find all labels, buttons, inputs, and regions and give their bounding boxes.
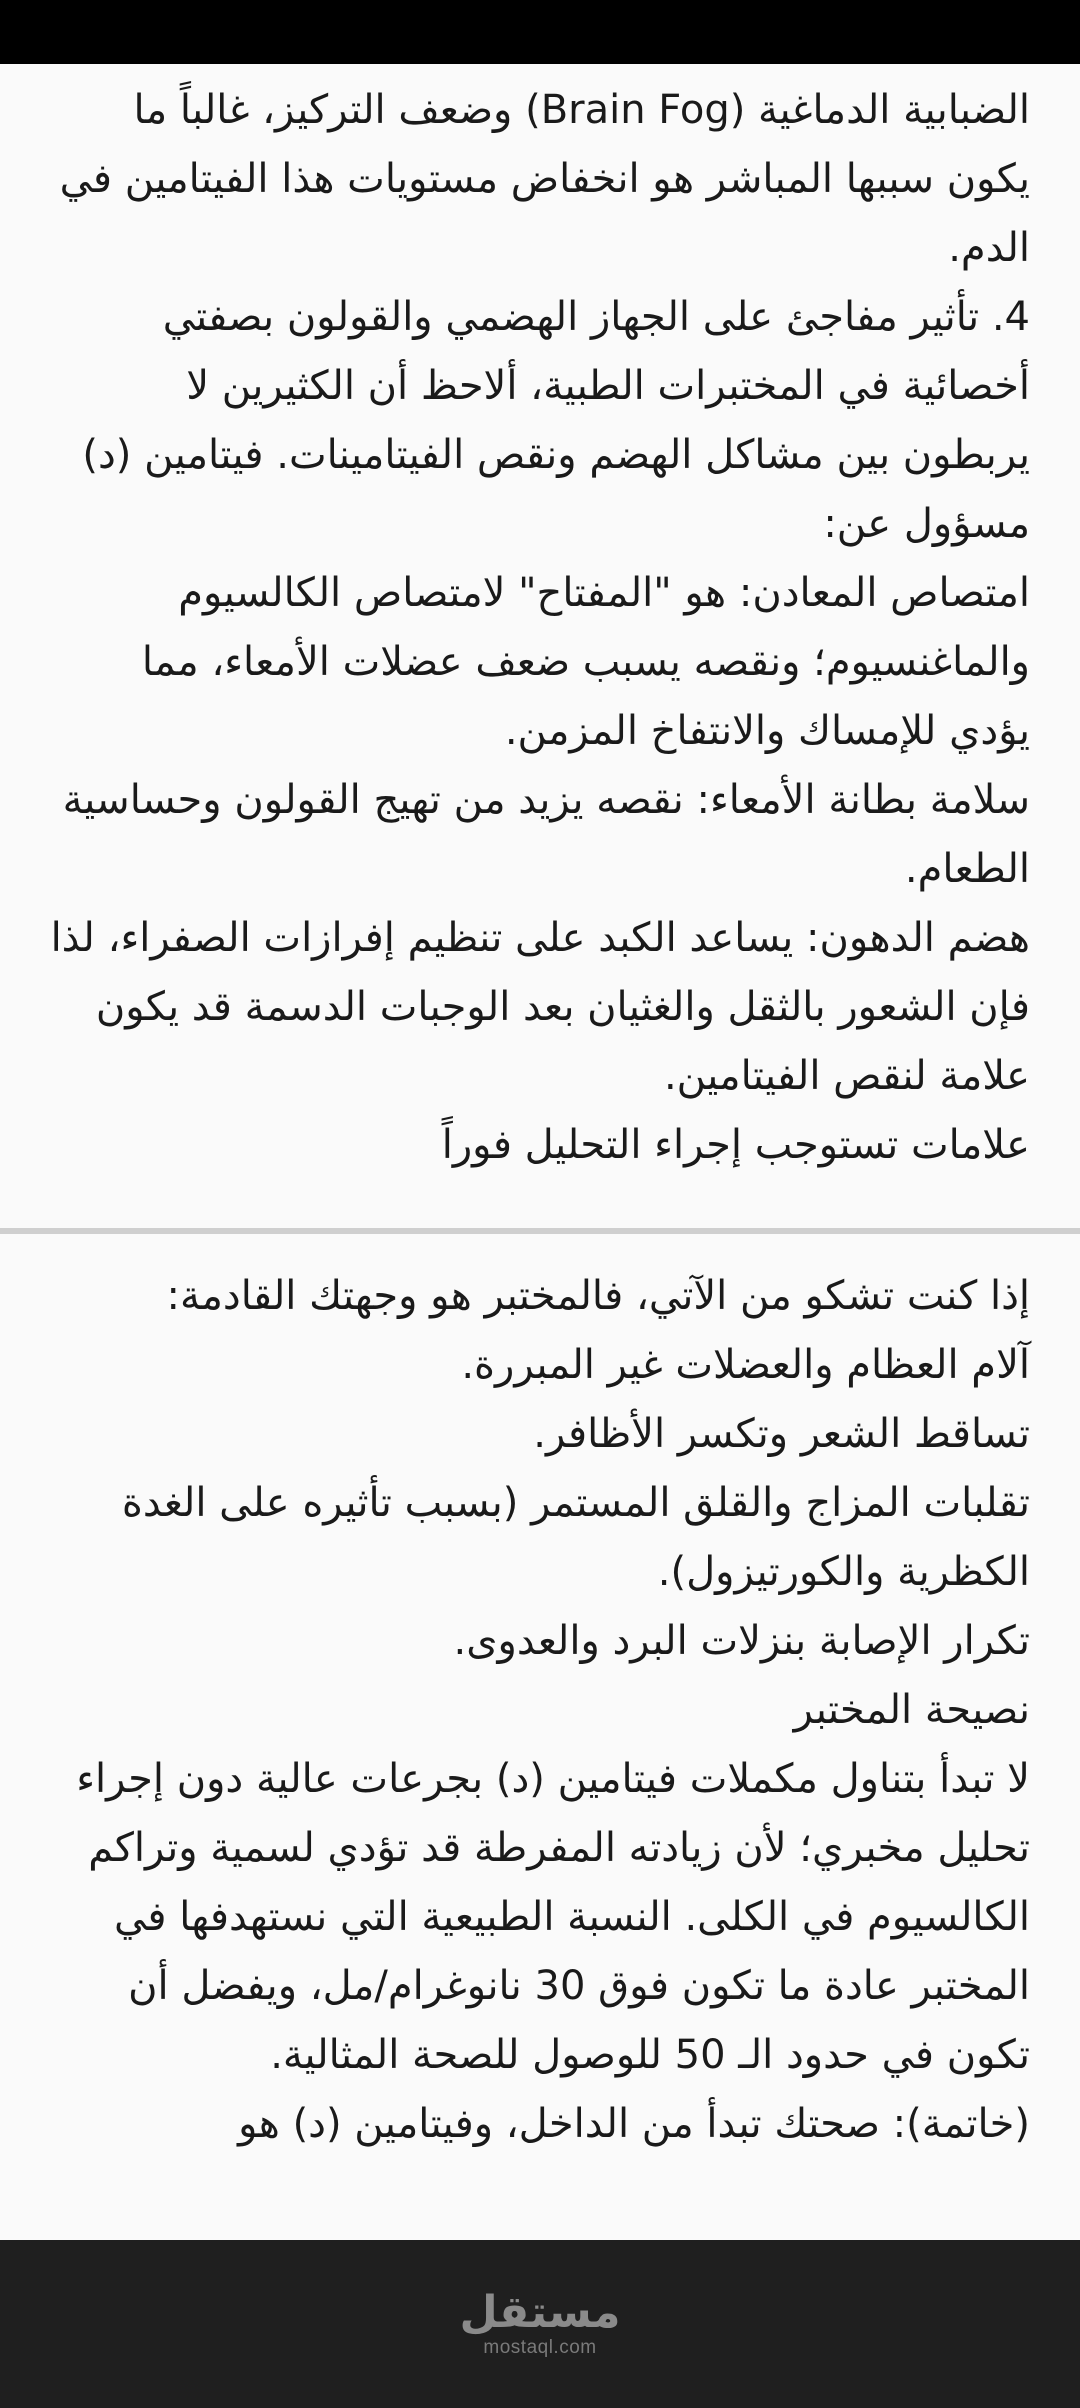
section-heading: علامات تستوجب إجراء التحليل فوراً xyxy=(441,1122,1030,1168)
article-text xyxy=(50,1262,1030,2159)
article-page-bottom xyxy=(0,1234,1080,2240)
list-item: تقلبات المزاج والقلق المستمر (بسبب تأثيره على الغدة الكظرية والكورتيزول). xyxy=(121,1480,1030,1595)
paragraph: هضم الدهون: يساعد الكبد على تنظيم إفرازات الصفراء، لذا فإن الشعور بالثقل والغثيان بعد الوجبات الدسمة قد يكون علامة لنقص الفيتامين. xyxy=(50,915,1030,1099)
paragraph: لا تبدأ بتناول مكملات فيتامين (د) بجرعات عالية دون إجراء تحليل مخبري؛ لأن زيادته المفرطة قد تؤدي لسمية وتراكم الكالسيوم في الكلى. النسبة الطبيعية التي نستهدفها في المختبر عادة ما تكون فوق 30 نانوغرام/مل، ويفضل أن تكون في حدود الـ 50 للوصول للصحة المثالية. xyxy=(76,1756,1030,2078)
paragraph: إذا كنت تشكو من الآتي، فالمختبر هو وجهتك القادمة: xyxy=(166,1273,1030,1319)
list-item: آلام العظام والعضلات غير المبررة. xyxy=(461,1342,1030,1388)
paragraph: (خاتمة): صحتك تبدأ من الداخل، وفيتامين (د) هو xyxy=(238,2101,1030,2147)
footer-bar xyxy=(0,2240,1080,2408)
list-item: تكرار الإصابة بنزلات البرد والعدوى. xyxy=(453,1618,1030,1664)
paragraph: 4. تأثير مفاجئ على الجهاز الهضمي والقولون بصفتي أخصائية في المختبرات الطبية، ألاحظ أن الكثيرين لا يربطون بين مشاكل الهضم ونقص الفيتامينات. فيتامين (د) مسؤول عن: xyxy=(82,294,1030,547)
section-heading: نصيحة المختبر xyxy=(793,1687,1030,1733)
article-page-top xyxy=(0,64,1080,1228)
status-bar xyxy=(0,0,1080,64)
list-item: تساقط الشعر وتكسر الأظافر. xyxy=(533,1411,1030,1457)
mostaql-logo-url: mostaql.com xyxy=(483,2337,597,2358)
article-text xyxy=(50,76,1030,1180)
mostaql-logo: مستقل xyxy=(459,2287,621,2338)
paragraph: امتصاص المعادن: هو "المفتاح" لامتصاص الكالسيوم والماغنسيوم؛ ونقصه يسبب ضعف عضلات الأمعاء، مما يؤدي للإمساك والانتفاخ المزمن. xyxy=(141,570,1030,754)
paragraph: سلامة بطانة الأمعاء: نقصه يزيد من تهيج القولون وحساسية الطعام. xyxy=(62,777,1030,892)
paragraph: الضبابية الدماغية (Brain Fog) وضعف التركيز، غالباً ما يكون سببها المباشر هو انخفاض مستويات هذا الفيتامين في الدم. xyxy=(59,87,1030,271)
